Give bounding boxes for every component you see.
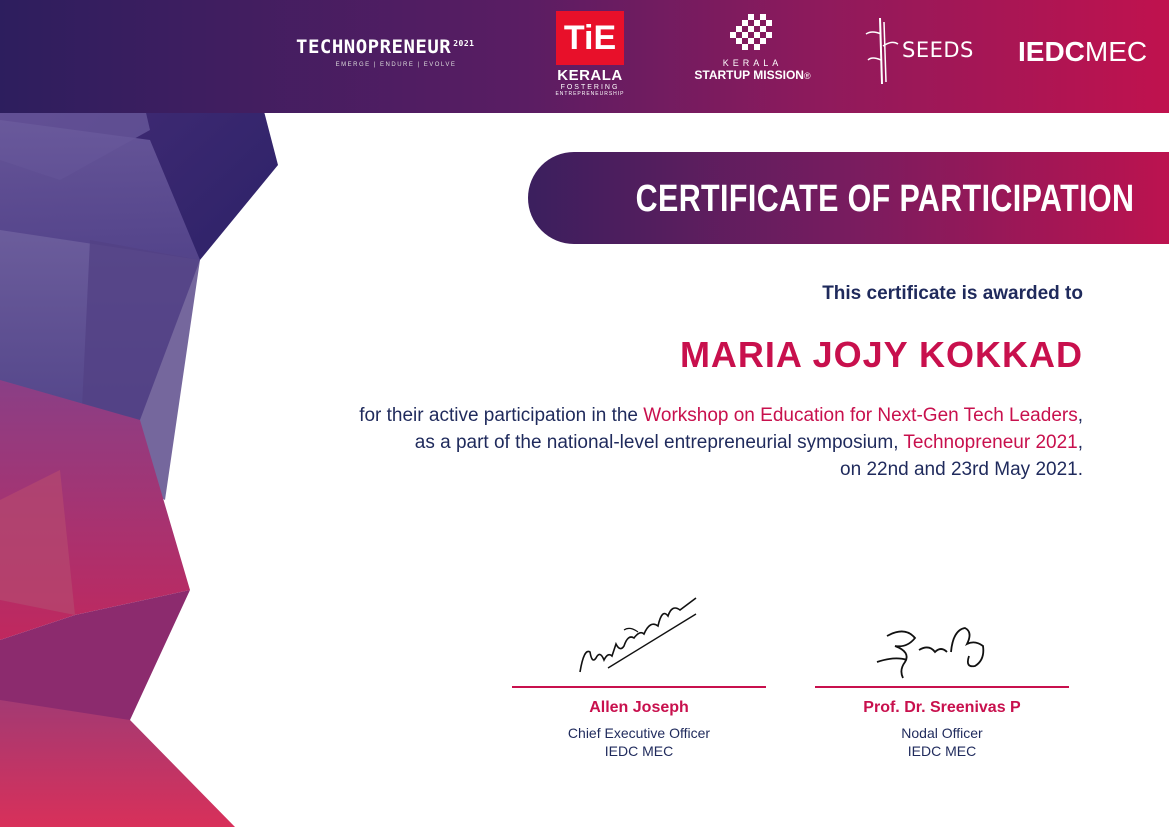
- body-part2: ,: [1077, 405, 1083, 426]
- signatory-1: [512, 590, 766, 759]
- ksum-checker-icon: [728, 12, 778, 56]
- signatory-1-name: Allen Joseph: [589, 699, 689, 716]
- body-part5: on 22nd and 23rd May 2021.: [840, 459, 1083, 480]
- certificate-title: CERTIFICATE OF PARTICIPATION: [635, 178, 1134, 220]
- signature-line-1: [512, 686, 766, 688]
- signature-2: [815, 590, 1069, 686]
- technopreneur-year: 2021: [453, 38, 475, 48]
- certificate-body: [183, 402, 1083, 483]
- awarded-to-text: This certificate is awarded to: [822, 283, 1083, 304]
- header-banner: [0, 0, 1169, 113]
- signatory-2-role: Nodal Officer: [901, 725, 983, 741]
- workshop-name: Workshop on Education for Next-Gen Tech Leaders: [643, 405, 1078, 426]
- signatory-2: [815, 590, 1069, 759]
- tie-tagline-1: FOSTERING: [560, 84, 620, 91]
- ksum-line2: STARTUP MISSION: [694, 68, 804, 82]
- recipient-name: MARIA JOJY KOKKAD: [679, 334, 1083, 375]
- signatory-1-role: Chief Executive Officer: [567, 725, 711, 741]
- bamboo-icon: [862, 16, 902, 86]
- ksum-logo: [680, 12, 825, 82]
- technopreneur-tagline: EMERGE | ENDURE | EVOLVE: [335, 62, 457, 68]
- signatory-1-org: IEDC MEC: [604, 743, 674, 759]
- iedc-mec-logo: [1018, 36, 1147, 68]
- seeds-name: SEEDS: [902, 38, 974, 62]
- body-part4: ,: [1077, 432, 1083, 453]
- tie-kerala-logo: [553, 11, 627, 97]
- event-name: Technopreneur 2021: [903, 432, 1078, 453]
- signatory-2-name: Prof. Dr. Sreenivas P: [863, 699, 1021, 716]
- technopreneur-logo: [296, 36, 496, 68]
- iedc-text: IEDC: [1018, 36, 1085, 67]
- tie-tagline-2: ENTREPRENEURSHIP: [555, 91, 625, 97]
- ksum-registered-mark: ®: [803, 71, 811, 81]
- technopreneur-name: TECHNOPRENEUR: [296, 36, 452, 58]
- tie-region: KERALA: [557, 67, 623, 84]
- tie-mark: TiE: [556, 11, 624, 65]
- body-part3: as a part of the national-level entrepreneurial symposium,: [414, 432, 904, 453]
- signatory-2-org: IEDC MEC: [907, 743, 977, 759]
- ksum-line1: KERALA: [722, 58, 783, 68]
- body-part1: for their active participation in the: [359, 405, 644, 426]
- mec-text: MEC: [1084, 36, 1148, 67]
- signature-1: [512, 590, 766, 686]
- signature-line-2: [815, 686, 1069, 688]
- title-banner: [528, 152, 1169, 244]
- seeds-logo: [862, 16, 972, 86]
